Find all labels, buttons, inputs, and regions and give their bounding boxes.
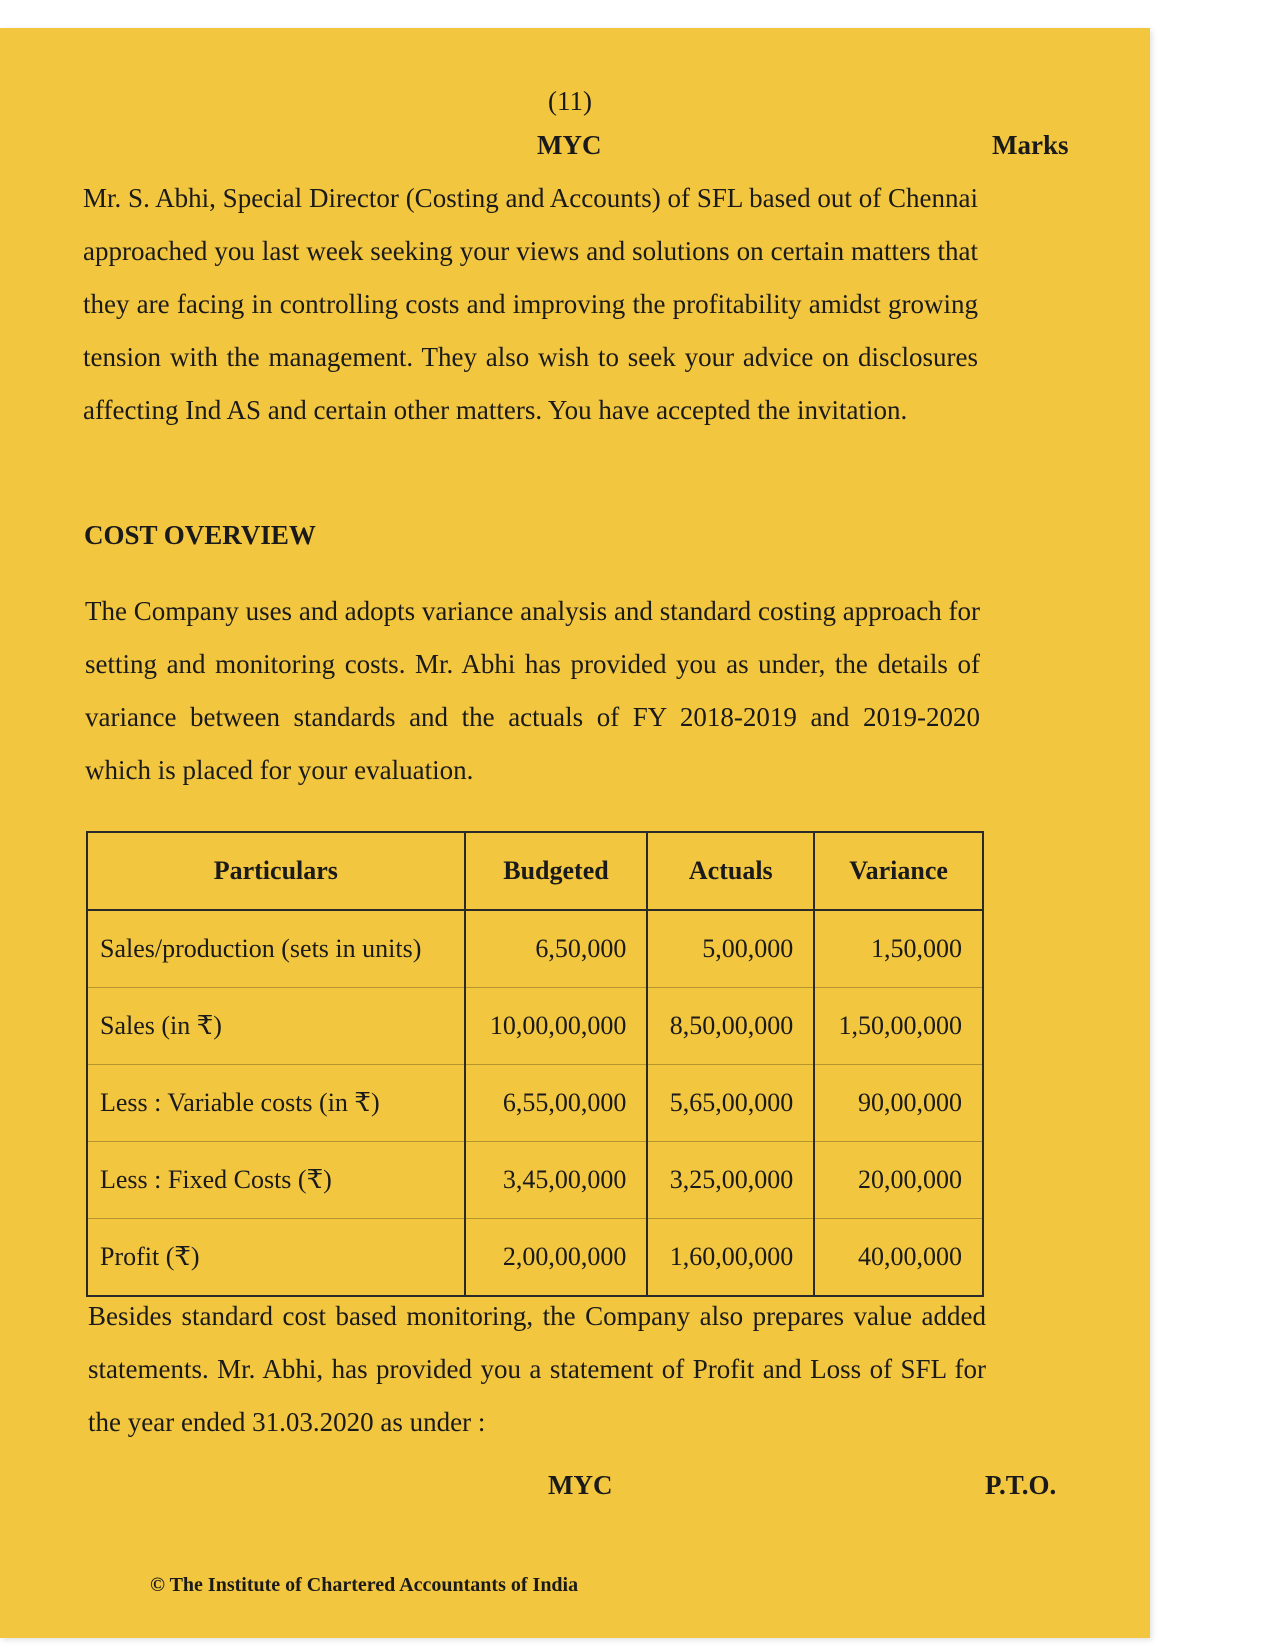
header-code: MYC (537, 130, 602, 160)
marks-label: Marks (992, 130, 1069, 160)
table-row (87, 910, 983, 988)
variance-paragraph: The Company uses and adopts variance analysis and standard costing approach for setting and monitoring costs. Mr. Abhi has provided you as under, the details of variance between standards and the actuals of FY 2018-2019 and 2019-2020 which is placed for your evaluation. (85, 596, 980, 785)
header-actuals: Actuals (647, 832, 814, 910)
table-row (87, 1142, 983, 1219)
variance-value: 90,00,000 (814, 1065, 983, 1142)
table-header-row (87, 832, 983, 910)
budgeted-value: 2,00,00,000 (465, 1219, 648, 1297)
actuals-value: 8,50,00,000 (647, 988, 814, 1065)
variance-value: 40,00,000 (814, 1219, 983, 1297)
page-number: (11) (548, 86, 592, 116)
section-heading: COST OVERVIEW (84, 520, 316, 550)
intro-paragraph: Mr. S. Abhi, Special Director (Costing and Accounts) of SFL based out of Chennai approached you last week seeking your views and solutions on certain matters that they are facing in controlling costs and improving the profitability amidst growing tension with the management. They also wish to seek your advice on disclosures affecting Ind AS and certain other matters. You have accepted the invitation. (83, 183, 978, 425)
actuals-value: 3,25,00,000 (647, 1142, 814, 1219)
header-particulars: Particulars (87, 832, 465, 910)
variance-table (86, 831, 984, 1297)
table-row (87, 1219, 983, 1297)
table-row (87, 1065, 983, 1142)
row-label: Less : Variable costs (in ₹) (87, 1065, 465, 1142)
footer-code: MYC (548, 1470, 613, 1500)
row-label: Sales (in ₹) (87, 988, 465, 1065)
actuals-value: 1,60,00,000 (647, 1219, 814, 1297)
actuals-value: 5,00,000 (647, 910, 814, 988)
table-row (87, 988, 983, 1065)
budgeted-value: 6,55,00,000 (465, 1065, 648, 1142)
budgeted-value: 3,45,00,000 (465, 1142, 648, 1219)
copyright-notice: © The Institute of Chartered Accountants of India (150, 1574, 579, 1596)
variance-value: 1,50,00,000 (814, 988, 983, 1065)
value-added-paragraph: Besides standard cost based monitoring, the Company also prepares value added statements. Mr. Abhi, has provided you a statement of Profit and Loss of SFL for the year ended 31.03.2020 as under : (88, 1301, 986, 1437)
header-budgeted: Budgeted (465, 832, 648, 910)
variance-value: 20,00,000 (814, 1142, 983, 1219)
budgeted-value: 10,00,00,000 (465, 988, 648, 1065)
row-label: Sales/production (sets in units) (87, 910, 465, 988)
row-label: Less : Fixed Costs (₹) (87, 1142, 465, 1219)
row-label: Profit (₹) (87, 1219, 465, 1297)
variance-value: 1,50,000 (814, 910, 983, 988)
header-variance: Variance (814, 832, 983, 910)
pto-label: P.T.O. (985, 1470, 1057, 1500)
budgeted-value: 6,50,000 (465, 910, 648, 988)
actuals-value: 5,65,00,000 (647, 1065, 814, 1142)
